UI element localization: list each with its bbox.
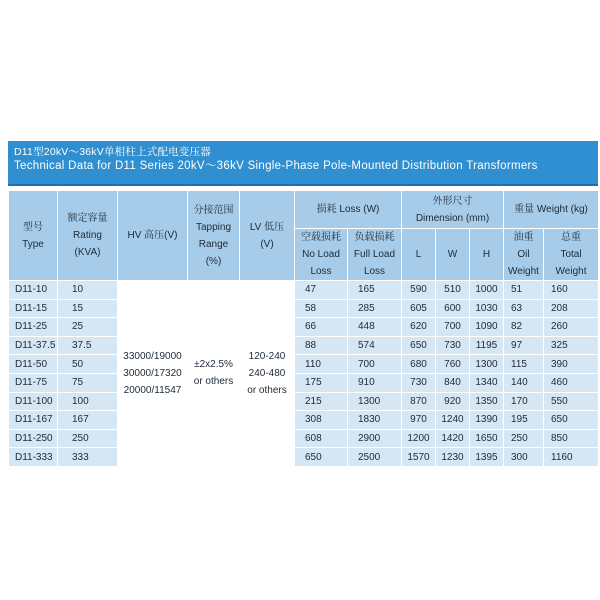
cell-total-weight: 850	[544, 429, 599, 448]
cell-oil-weight: 63	[504, 299, 544, 318]
cell-full-load-loss: 700	[348, 355, 402, 374]
cell-dim-w: 600	[436, 299, 470, 318]
hv-value: 20000/11547	[123, 384, 182, 396]
table-row	[9, 299, 599, 318]
table-row	[9, 373, 599, 392]
title-chinese: D11型20kV～36kV单相柱上式配电变压器	[14, 146, 211, 158]
cell-oil-weight: 250	[504, 429, 544, 448]
cell-dim-w: 920	[436, 392, 470, 411]
cell-dim-w: 1240	[436, 411, 470, 430]
cell-no-load-loss: 110	[295, 355, 348, 374]
cell-rating: 333	[58, 448, 118, 467]
cell-total-weight: 260	[544, 318, 599, 337]
cell-dim-l: 590	[402, 281, 436, 300]
cell-oil-weight: 115	[504, 355, 544, 374]
cell-type: D11-15	[9, 299, 58, 318]
cell-rating: 250	[58, 429, 118, 448]
cell-dim-l: 680	[402, 355, 436, 374]
header-dimension: 外形尺寸 Dimension (mm)	[402, 191, 504, 229]
cell-rating: 50	[58, 355, 118, 374]
cell-tapping-range	[188, 281, 240, 467]
cell-oil-weight: 300	[504, 448, 544, 467]
cell-dim-l: 1570	[402, 448, 436, 467]
cell-no-load-loss: 47	[295, 281, 348, 300]
cell-dim-h: 1395	[470, 448, 504, 467]
cell-no-load-loss: 650	[295, 448, 348, 467]
cell-total-weight: 460	[544, 373, 599, 392]
title-english: Technical Data for D11 Series 20kV～36kV Single-Phase Pole-Mounted Distribution Transformers	[14, 160, 538, 172]
cell-full-load-loss: 2500	[348, 448, 402, 467]
cell-dim-w: 510	[436, 281, 470, 300]
cell-no-load-loss: 308	[295, 411, 348, 430]
cell-no-load-loss: 175	[295, 373, 348, 392]
cell-total-weight: 325	[544, 336, 599, 355]
cell-oil-weight: 170	[504, 392, 544, 411]
cell-dim-l: 650	[402, 336, 436, 355]
spec-table	[8, 190, 599, 467]
cell-full-load-loss: 1830	[348, 411, 402, 430]
hv-value: 30000/17320	[123, 367, 182, 379]
cell-oil-weight: 195	[504, 411, 544, 430]
cell-type: D11-250	[9, 429, 58, 448]
cell-dim-h: 1390	[470, 411, 504, 430]
header-weight: 重量 Weight (kg)	[504, 191, 599, 229]
cell-dim-w: 730	[436, 336, 470, 355]
lv-value: or others	[247, 384, 287, 396]
cell-no-load-loss: 88	[295, 336, 348, 355]
cell-dim-h: 1195	[470, 336, 504, 355]
cell-dim-w: 840	[436, 373, 470, 392]
table-row	[9, 392, 599, 411]
cell-rating: 75	[58, 373, 118, 392]
cell-full-load-loss: 574	[348, 336, 402, 355]
cell-oil-weight: 82	[504, 318, 544, 337]
cell-full-load-loss: 285	[348, 299, 402, 318]
cell-no-load-loss: 215	[295, 392, 348, 411]
cell-dim-w: 760	[436, 355, 470, 374]
table-row	[9, 429, 599, 448]
table-row	[9, 355, 599, 374]
cell-dim-h: 1300	[470, 355, 504, 374]
cell-full-load-loss: 2900	[348, 429, 402, 448]
cell-no-load-loss: 58	[295, 299, 348, 318]
cell-type: D11-167	[9, 411, 58, 430]
header-lv: LV 低压 (V)	[240, 191, 295, 281]
cell-type: D11-50	[9, 355, 58, 374]
cell-type: D11-37.5	[9, 336, 58, 355]
cell-dim-l: 870	[402, 392, 436, 411]
cell-total-weight: 550	[544, 392, 599, 411]
cell-full-load-loss: 448	[348, 318, 402, 337]
tapping-value: or others	[193, 376, 234, 388]
table-row	[9, 281, 599, 300]
cell-dim-w: 1420	[436, 429, 470, 448]
header-tapping: 分接范围 Tapping Range (%)	[188, 191, 240, 281]
cell-total-weight: 390	[544, 355, 599, 374]
cell-dim-l: 730	[402, 373, 436, 392]
table-row	[9, 318, 599, 337]
header-dim-w: W	[436, 229, 470, 281]
header-total-weight: 总重 Total Weight	[544, 229, 599, 281]
cell-dim-l: 1200	[402, 429, 436, 448]
lv-value: 240-480	[248, 367, 286, 379]
cell-rating: 25	[58, 318, 118, 337]
tapping-value: ±2x2.5%	[194, 359, 233, 371]
title-bar	[8, 141, 598, 186]
cell-type: D11-100	[9, 392, 58, 411]
header-type: 型号 Type	[9, 191, 58, 281]
cell-full-load-loss: 165	[348, 281, 402, 300]
cell-type: D11-10	[9, 281, 58, 300]
cell-rating: 37.5	[58, 336, 118, 355]
cell-rating: 100	[58, 392, 118, 411]
header-rating: 额定容量 Rating (KVA)	[58, 191, 118, 281]
cell-type: D11-333	[9, 448, 58, 467]
cell-rating: 15	[58, 299, 118, 318]
header-dim-h: H	[470, 229, 504, 281]
cell-total-weight: 208	[544, 299, 599, 318]
cell-hv-range	[118, 281, 188, 467]
cell-full-load-loss: 910	[348, 373, 402, 392]
header-oil-weight: 油重 Oil Weight	[504, 229, 544, 281]
header-hv: HV 高压(V)	[118, 191, 188, 281]
cell-dim-h: 1030	[470, 299, 504, 318]
cell-rating: 167	[58, 411, 118, 430]
cell-dim-w: 700	[436, 318, 470, 337]
cell-dim-h: 1090	[470, 318, 504, 337]
header-loss: 损耗 Loss (W)	[295, 191, 402, 229]
cell-oil-weight: 140	[504, 373, 544, 392]
cell-dim-h: 1650	[470, 429, 504, 448]
table-row	[9, 336, 599, 355]
header-full-load-loss: 负载损耗 Full Load Loss	[348, 229, 402, 281]
lv-value: 120-240	[248, 350, 286, 362]
header-dim-l: L	[402, 229, 436, 281]
cell-dim-h: 1350	[470, 392, 504, 411]
cell-dim-h: 1340	[470, 373, 504, 392]
cell-oil-weight: 51	[504, 281, 544, 300]
cell-type: D11-25	[9, 318, 58, 337]
cell-no-load-loss: 66	[295, 318, 348, 337]
cell-total-weight: 160	[544, 281, 599, 300]
cell-total-weight: 1160	[544, 448, 599, 467]
cell-lv-range	[240, 281, 295, 467]
cell-full-load-loss: 1300	[348, 392, 402, 411]
cell-type: D11-75	[9, 373, 58, 392]
table-row	[9, 411, 599, 430]
cell-dim-h: 1000	[470, 281, 504, 300]
hv-value: 33000/19000	[123, 350, 182, 362]
cell-dim-l: 620	[402, 318, 436, 337]
cell-total-weight: 650	[544, 411, 599, 430]
cell-dim-w: 1230	[436, 448, 470, 467]
cell-no-load-loss: 608	[295, 429, 348, 448]
cell-dim-l: 605	[402, 299, 436, 318]
table-row	[9, 448, 599, 467]
header-no-load-loss: 空载损耗 No Load Loss	[295, 229, 348, 281]
cell-rating: 10	[58, 281, 118, 300]
cell-oil-weight: 97	[504, 336, 544, 355]
cell-dim-l: 970	[402, 411, 436, 430]
